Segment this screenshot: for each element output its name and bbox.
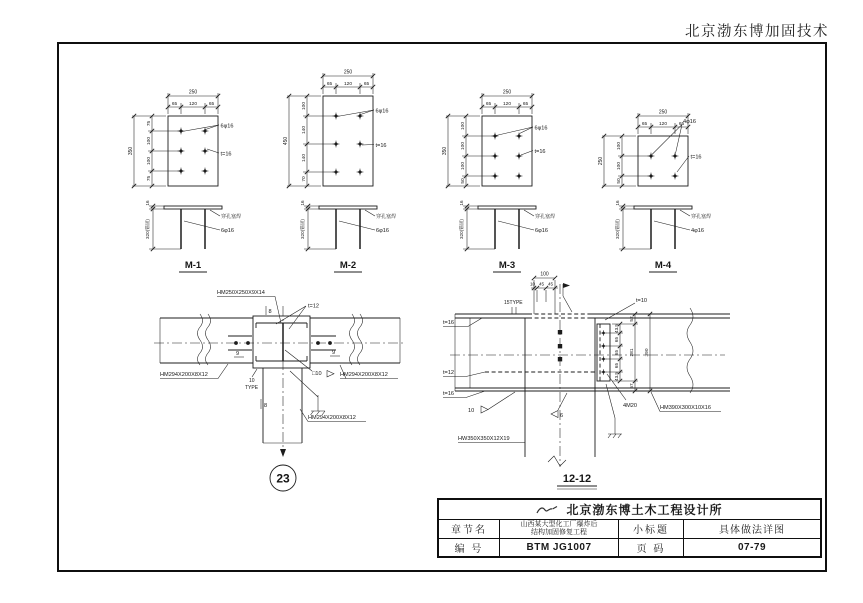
svg-text:6φ16: 6φ16 bbox=[534, 125, 548, 132]
m3-top-dimensions bbox=[480, 90, 534, 115]
dim-width-seg: 65 bbox=[485, 102, 492, 107]
svg-text:10: 10 bbox=[249, 378, 255, 384]
dim-height-seg: 100 bbox=[461, 141, 466, 151]
svg-text:t=16: t=16 bbox=[443, 391, 455, 397]
svg-text:t=16: t=16 bbox=[375, 143, 387, 149]
svg-text:HM294X200X8X12: HM294X200X8X12 bbox=[308, 415, 356, 421]
dim-width-seg: 65 bbox=[678, 122, 685, 127]
svg-text:390: 390 bbox=[645, 348, 650, 357]
number-label: 编 号 bbox=[439, 539, 500, 557]
m2-left-dimensions bbox=[283, 94, 334, 188]
dim-width-seg: 65 bbox=[641, 122, 648, 127]
right-dimension-chains bbox=[606, 312, 653, 393]
field-weld-flag-top bbox=[563, 283, 572, 312]
plug-weld-label: 穿孔塞焊 bbox=[376, 214, 397, 220]
m1-left-dimensions bbox=[128, 114, 179, 188]
section-bolt-label: 6φ16 bbox=[221, 228, 234, 234]
detail-title: 12-12 bbox=[562, 473, 592, 485]
dim-height-total: 450 bbox=[283, 136, 289, 146]
dim-plate-thickness: 16 bbox=[300, 200, 305, 206]
m3-bolt-callout bbox=[496, 126, 547, 136]
anchor-plate-detail-m4 bbox=[588, 66, 722, 281]
left-beam-size-callout bbox=[160, 364, 228, 379]
plug-weld-label: 穿孔塞焊 bbox=[691, 214, 712, 220]
dim-width-total: 250 bbox=[343, 69, 353, 76]
svg-text:□10: □10 bbox=[312, 371, 322, 377]
column-size-callout bbox=[458, 436, 525, 443]
drawing-number: BTM JG1007 bbox=[500, 539, 619, 557]
dim-width-total: 250 bbox=[658, 109, 668, 116]
weld-tag-8-top bbox=[266, 306, 272, 315]
title-block-row-1 bbox=[439, 520, 820, 539]
svg-text:t=12: t=12 bbox=[308, 303, 320, 310]
svg-text:43.5: 43.5 bbox=[614, 372, 619, 381]
svg-text:6φ16: 6φ16 bbox=[220, 123, 234, 130]
title-block bbox=[437, 498, 822, 558]
thickness-callout-t16-bottom bbox=[443, 391, 485, 398]
project-name-line2: 结构加固修复工程 bbox=[531, 528, 587, 536]
svg-text:t=16: t=16 bbox=[220, 151, 232, 158]
svg-text:TYPE: TYPE bbox=[245, 385, 259, 391]
thickness-callout-t16-top bbox=[443, 318, 482, 327]
dim-width-total: 250 bbox=[188, 89, 198, 96]
dim-height-seg: 140 bbox=[302, 153, 307, 163]
svg-text:45: 45 bbox=[547, 281, 554, 287]
dim-height-seg: 100 bbox=[617, 141, 622, 151]
svg-text:t=16: t=16 bbox=[443, 320, 455, 326]
field-weld-symbol bbox=[290, 371, 325, 415]
svg-text:8: 8 bbox=[268, 309, 272, 315]
section-detail-12-12 bbox=[440, 262, 740, 497]
svg-text:281: 281 bbox=[630, 348, 635, 357]
beam-break-line bbox=[687, 308, 693, 393]
dim-height-total: 350 bbox=[128, 146, 134, 156]
dim-plate-thickness: 16 bbox=[459, 200, 464, 206]
chapter-label: 章节名 bbox=[439, 520, 500, 538]
dim-width-seg: 120 bbox=[343, 82, 353, 87]
dim-anchor-length: 320(锚固) bbox=[145, 219, 150, 239]
svg-text:65: 65 bbox=[614, 349, 619, 356]
anchor-plate-detail-m1 bbox=[118, 66, 252, 281]
dim-height-seg: 75 bbox=[147, 120, 152, 127]
svg-text:23: 23 bbox=[276, 471, 290, 486]
end-plate bbox=[597, 324, 610, 381]
section-bolt-label: 6φ16 bbox=[535, 228, 548, 234]
m2-plan-view bbox=[323, 96, 373, 186]
svg-text:6φ16: 6φ16 bbox=[375, 108, 389, 115]
svg-text:9: 9 bbox=[236, 351, 240, 357]
beam-size-callout bbox=[651, 392, 721, 412]
svg-text:HM250X250X9X14: HM250X250X9X14 bbox=[217, 290, 265, 296]
svg-text:HW350X350X12X19: HW350X350X12X19 bbox=[458, 436, 510, 442]
column bbox=[525, 281, 595, 467]
svg-text:10: 10 bbox=[529, 281, 536, 287]
svg-text:t=10: t=10 bbox=[636, 298, 648, 304]
dim-height-total: 250 bbox=[598, 156, 604, 166]
m1-section-view bbox=[144, 200, 241, 251]
thickness-callout-t10 bbox=[605, 298, 647, 320]
field-weld-symbol-bottom bbox=[606, 384, 622, 438]
svg-text:6: 6 bbox=[560, 413, 564, 419]
anchor-plate-detail-m3 bbox=[432, 66, 566, 281]
centerline-arrow bbox=[280, 449, 286, 457]
weld-tag-9-right bbox=[330, 350, 340, 356]
anchor-plate-detail-m2 bbox=[273, 66, 407, 281]
page-label: 页 码 bbox=[619, 539, 684, 557]
m3-thickness-callout bbox=[521, 149, 546, 155]
svg-text:HM294X200X8X12: HM294X200X8X12 bbox=[340, 372, 388, 378]
detail-title: M-3 bbox=[498, 260, 516, 271]
subtitle-label: 小标题 bbox=[619, 520, 684, 538]
dim-height-seg: 100 bbox=[147, 156, 152, 166]
m3-section-view bbox=[458, 200, 555, 251]
dim-height-seg: 100 bbox=[147, 136, 152, 146]
svg-text:t=16: t=16 bbox=[534, 149, 546, 155]
company-name: 北京渤东博土木工程设计所 bbox=[566, 503, 723, 517]
weld-tag-9-left bbox=[234, 351, 244, 357]
dim-width-seg: 65 bbox=[522, 102, 529, 107]
svg-text:43.5: 43.5 bbox=[614, 324, 619, 333]
dim-width-seg: 65 bbox=[208, 102, 215, 107]
m1-top-dimensions bbox=[166, 90, 220, 115]
dim-height-seg: 140 bbox=[302, 125, 307, 135]
dim-width-seg: 65 bbox=[363, 82, 370, 87]
top-bracket-dimensions bbox=[530, 272, 558, 315]
m2-thickness-callout bbox=[362, 143, 387, 149]
flange-plates bbox=[455, 314, 730, 391]
plug-weld-label: 穿孔塞焊 bbox=[535, 214, 556, 220]
m3-plan-view bbox=[482, 116, 532, 186]
weld-tag-8-bottom bbox=[261, 399, 267, 409]
type-note bbox=[245, 369, 259, 391]
svg-text:4M20: 4M20 bbox=[623, 403, 637, 409]
dim-height-seg: 100 bbox=[617, 161, 622, 171]
dim-anchor-length: 320(锚固) bbox=[615, 219, 620, 239]
beam-connection-detail-23 bbox=[140, 278, 420, 506]
dim-width-seg: 65 bbox=[171, 102, 178, 107]
m2-bolt-callout bbox=[337, 109, 388, 117]
dim-height-seg: 50 bbox=[617, 178, 622, 184]
dim-height-total: 350 bbox=[442, 146, 448, 156]
m3-left-dimensions bbox=[442, 114, 493, 188]
left-beam bbox=[160, 314, 253, 365]
dim-width-seg: 120 bbox=[502, 102, 512, 107]
detail-title: M-1 bbox=[184, 260, 202, 271]
m2-section-view bbox=[299, 200, 396, 251]
dim-height-seg: 100 bbox=[461, 121, 466, 131]
page-number: 07-79 bbox=[737, 541, 767, 553]
column-box bbox=[253, 316, 310, 368]
svg-text:45: 45 bbox=[538, 281, 545, 287]
weld-tag-15type bbox=[504, 300, 523, 314]
lower-beam-size-callout bbox=[300, 409, 366, 422]
dim-height-seg: 70 bbox=[302, 176, 307, 182]
weld-flag-6 bbox=[551, 393, 567, 419]
detail-bubble-23 bbox=[270, 465, 296, 491]
svg-text:65: 65 bbox=[614, 336, 619, 343]
dim-anchor-length: 320(锚固) bbox=[300, 219, 305, 239]
dim-height-seg: 75 bbox=[147, 175, 152, 182]
dim-width-seg: 65 bbox=[326, 82, 333, 87]
svg-text:65: 65 bbox=[614, 362, 619, 369]
detail-title: M-4 bbox=[654, 260, 672, 271]
m4-section-view bbox=[614, 200, 711, 251]
svg-text:10: 10 bbox=[468, 408, 475, 414]
plug-weld-label: 穿孔塞焊 bbox=[221, 214, 242, 220]
svg-text:52: 52 bbox=[630, 316, 635, 322]
project-name bbox=[500, 520, 619, 538]
dim-width-total: 250 bbox=[502, 89, 512, 96]
dim-plate-thickness: 16 bbox=[615, 200, 620, 206]
dim-width-seg: 120 bbox=[188, 102, 198, 107]
dim-height-seg: 50 bbox=[461, 178, 466, 184]
right-beam bbox=[310, 314, 400, 365]
svg-text:9: 9 bbox=[332, 350, 336, 356]
company-logo bbox=[536, 504, 558, 516]
svg-text:15TYPE: 15TYPE bbox=[504, 300, 523, 306]
svg-text:100: 100 bbox=[540, 271, 549, 278]
svg-text:57: 57 bbox=[630, 383, 635, 389]
subtitle-value: 具体做法详图 bbox=[719, 525, 785, 537]
m1-thickness-callout bbox=[207, 149, 232, 158]
title-block-row-2 bbox=[439, 539, 820, 557]
dim-plate-thickness: 16 bbox=[145, 200, 150, 206]
dim-width-seg: 120 bbox=[658, 122, 668, 127]
svg-text:t=16: t=16 bbox=[690, 154, 702, 161]
sheet-brand-text: 北京渤东博加固技术 bbox=[685, 24, 829, 40]
m4-left-dimensions bbox=[598, 134, 649, 188]
svg-text:4φ16: 4φ16 bbox=[683, 119, 696, 125]
dim-height-seg: 100 bbox=[461, 161, 466, 171]
weld-flag-10 bbox=[468, 392, 515, 414]
detail-title: M-2 bbox=[339, 260, 357, 271]
project-name-line1: 山西某大型化工厂爆炸后 bbox=[520, 520, 598, 528]
svg-text:t=12: t=12 bbox=[443, 370, 455, 376]
dim-height-seg: 100 bbox=[302, 101, 307, 111]
lower-beam bbox=[263, 368, 302, 443]
title-block-header bbox=[439, 500, 820, 520]
svg-text:HM390X300X10X16: HM390X300X10X16 bbox=[660, 405, 712, 411]
svg-text:8: 8 bbox=[264, 403, 268, 409]
m4-thickness-callout bbox=[677, 155, 702, 173]
m1-bolt-callout bbox=[182, 124, 233, 132]
m2-top-dimensions bbox=[321, 70, 375, 95]
section-bolt-label: 6φ16 bbox=[376, 228, 389, 234]
thickness-callout-t12 bbox=[443, 370, 485, 377]
svg-text:HM294X200X8X12: HM294X200X8X12 bbox=[160, 372, 208, 378]
right-beam-size-callout bbox=[340, 365, 398, 379]
dim-anchor-length: 320(锚固) bbox=[459, 219, 464, 239]
section-bolt-label: 4φ16 bbox=[691, 228, 704, 234]
